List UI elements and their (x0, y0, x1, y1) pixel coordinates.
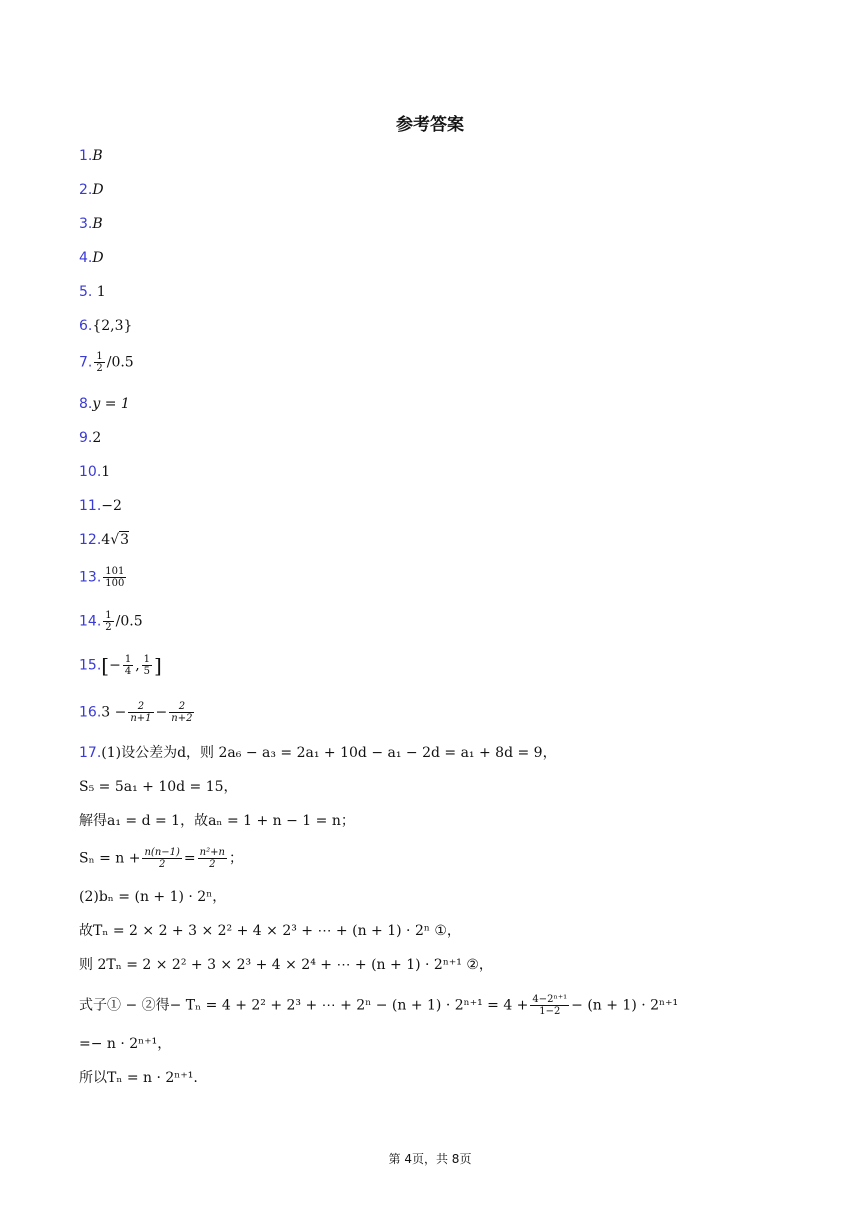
answer-3 (79, 217, 103, 231)
denominator: n+2 (171, 713, 193, 724)
question-number: 17. (79, 745, 102, 761)
answer-lead: 3 − (101, 704, 127, 721)
numerator: 101 (105, 566, 125, 577)
answer-2 (79, 183, 104, 197)
numerator: 1 (124, 654, 132, 665)
solution-text: ； (228, 850, 243, 867)
answer-17-line-5: (2)bₙ = (n + 1) · 2ⁿ， (79, 889, 227, 905)
sqrt-icon: √ (110, 532, 120, 548)
denominator: 2 (105, 622, 112, 633)
denominator: 2 (198, 858, 227, 870)
answer-17-line-9: =− n · 2ⁿ⁺¹， (79, 1036, 172, 1052)
answer-15: 15.[− $\frac{1}{4}$ , $\frac{1}{5}$ ] (79, 653, 162, 678)
denominator: 1−2 (530, 1005, 569, 1017)
question-number: 6. (79, 318, 93, 334)
answer-17-line-3: 解得a₁ = d = 1，故aₙ = 1 + n − 1 = n； (79, 813, 355, 829)
fraction (94, 351, 104, 374)
answer-10 (79, 465, 110, 479)
answer-17-line-7: 则 2Tₙ = 2 × 2² + 3 × 2³ + 4 × 2⁴ + ⋯ + (n + 1) · 2ⁿ⁺¹ ②， (79, 957, 493, 973)
numerator: 2 (137, 701, 145, 712)
solution-text: (1)设公差为d，则 2a₆ − a₃ = 2a₁ + 10d − a₁ − 2d = a₁ + 8d = 9， (101, 745, 557, 761)
numerator: 2 (178, 701, 186, 712)
answer-value: B (92, 216, 103, 232)
answer-17-line-10: 所以Tₙ = n · 2ⁿ⁺¹. (79, 1070, 198, 1086)
numerator: 1 (96, 351, 103, 362)
answer-value: D (92, 182, 104, 198)
answer-17-line-2: S₅ = 5a₁ + 10d = 15， (79, 779, 238, 795)
solution-text: 式子① − ②得− Tₙ = 4 + 2² + 2³ + ⋯ + 2ⁿ − (n + 1) · 2ⁿ⁺¹ = 4 + (79, 997, 529, 1014)
answer-1 (79, 149, 103, 163)
answer-value: −2 (101, 498, 122, 514)
question-number: 16. (79, 704, 102, 721)
answer-6 (79, 319, 132, 333)
fraction (142, 847, 181, 870)
answer-coefficient: 4 (101, 532, 111, 548)
question-number: 5. (79, 284, 93, 300)
denominator: 2 (142, 858, 181, 870)
answer-8 (79, 397, 130, 411)
answer-value: y = 1 (92, 396, 130, 412)
right-bracket-icon: ] (154, 653, 162, 678)
question-number: 11. (79, 498, 102, 514)
numerator: n(n−1) (144, 847, 180, 858)
answer-value: 2 (92, 430, 102, 446)
fraction (198, 847, 227, 870)
fraction (103, 566, 126, 589)
numerator: 1 (143, 654, 151, 665)
answer-7 (79, 351, 134, 374)
question-number: 1. (79, 148, 93, 164)
fraction (142, 654, 152, 677)
answer-17-line-1 (79, 746, 557, 760)
fraction (103, 610, 113, 633)
answer-9 (79, 431, 101, 445)
denominator: 100 (105, 578, 125, 589)
question-number: 9. (79, 430, 93, 446)
denominator: 4 (124, 666, 132, 677)
denominator: 2 (96, 363, 103, 374)
page-footer: 第 4页，共 8页 (388, 1152, 472, 1166)
answer-17-line-8 (79, 994, 678, 1017)
answer-12 (79, 533, 129, 547)
answer-4 (79, 251, 104, 265)
question-number: 14. (79, 613, 102, 630)
answer-14 (79, 610, 143, 633)
question-number: 2. (79, 182, 93, 198)
question-number: 4. (79, 250, 93, 266)
answer-alt: /0.5 (115, 613, 143, 630)
answer-value: B (92, 148, 103, 164)
solution-text: − (n + 1) · 2ⁿ⁺¹ (571, 997, 679, 1014)
fraction (169, 701, 194, 724)
answer-value: D (92, 250, 104, 266)
denominator: n+1 (130, 713, 152, 724)
fraction (123, 654, 133, 677)
numerator: 4−2ⁿ⁺¹ (532, 994, 568, 1005)
solution-text: = (183, 850, 196, 867)
left-bracket-icon: [ (101, 653, 110, 678)
numerator: n²+n (199, 847, 225, 858)
answer-17-line-4 (79, 847, 243, 870)
radicand: 3 (120, 532, 130, 548)
question-number: 8. (79, 396, 93, 412)
question-number: 12. (79, 532, 102, 548)
question-number: 7. (79, 354, 93, 371)
question-number: 10. (79, 464, 102, 480)
question-number: 13. (79, 569, 102, 586)
answer-17-line-6: 故Tₙ = 2 × 2 + 3 × 2² + 4 × 2³ + ⋯ + (n + 1) · 2ⁿ ①， (79, 923, 461, 939)
answer-value: 1 (92, 284, 106, 300)
question-number: 15. (79, 657, 102, 674)
answer-13 (79, 566, 128, 589)
answer-value: {2,3} (92, 318, 133, 334)
answer-5 (79, 285, 106, 299)
fraction (128, 701, 153, 724)
denominator: 5 (143, 666, 151, 677)
answer-16: 16.3 − $\frac{2}{n+1}$ − $\frac{2}{n+2}$ (79, 701, 193, 724)
solution-text: Sₙ = n + (79, 850, 141, 867)
fraction (530, 994, 569, 1017)
numerator: 1 (105, 610, 112, 621)
answer-11 (79, 499, 122, 513)
question-number: 3. (79, 216, 93, 232)
answer-value: 1 (101, 464, 111, 480)
page-title: 参考答案 (396, 115, 464, 135)
answer-alt: /0.5 (106, 354, 134, 371)
